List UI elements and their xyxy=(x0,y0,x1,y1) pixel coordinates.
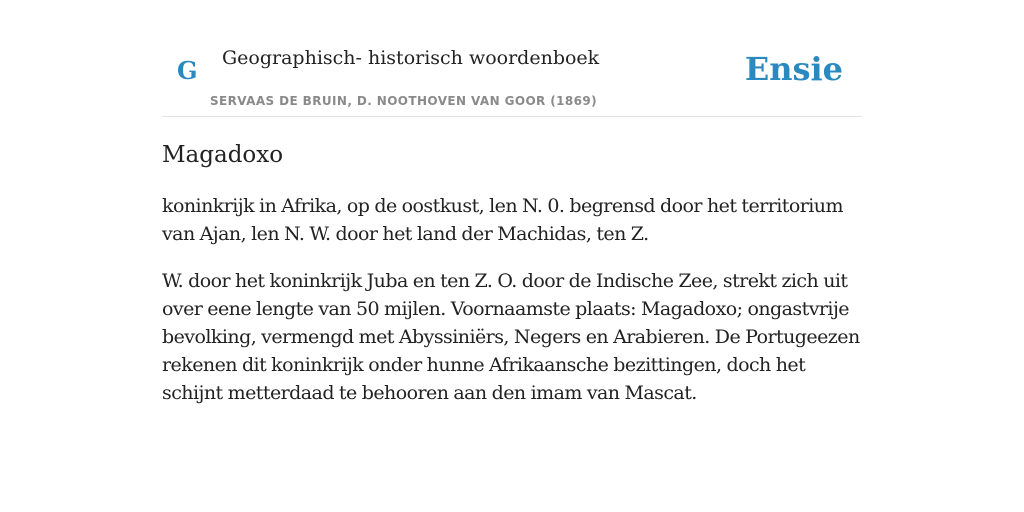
entry-paragraph: koninkrijk in Afrika, op de oostkust, len N. 0. begrensd door het territorium van Ajan, len N. W. door het land der Machidas, ten Z. xyxy=(162,195,843,245)
book-initial-icon[interactable]: G xyxy=(177,56,198,85)
book-header xyxy=(162,0,862,117)
ensie-logo[interactable]: Ensie xyxy=(744,50,843,88)
entry-title: Magadoxo xyxy=(162,142,284,168)
entry-paragraph: W. door het koninkrijk Juba en ten Z. O. door de Indische Zee, strekt zich uit over eene lengte van 50 mijlen. Voornaamste plaats: Magadoxo; ongastvrije bevolking, vermengd met Abyssiniërs, Negers en Arabieren. De Portugeezen rekenen dit koninkrijk onder hunne Afrikaansche bezittingen, doch het schijnt metterdaad te behooren aan den imam van Mascat. xyxy=(162,270,860,404)
book-authors: SERVAAS DE BRUIN, D. NOOTHOVEN VAN GOOR (1869) xyxy=(210,94,598,108)
book-title[interactable]: Geographisch- historisch woordenboek xyxy=(222,47,600,69)
entry-body xyxy=(162,192,862,426)
